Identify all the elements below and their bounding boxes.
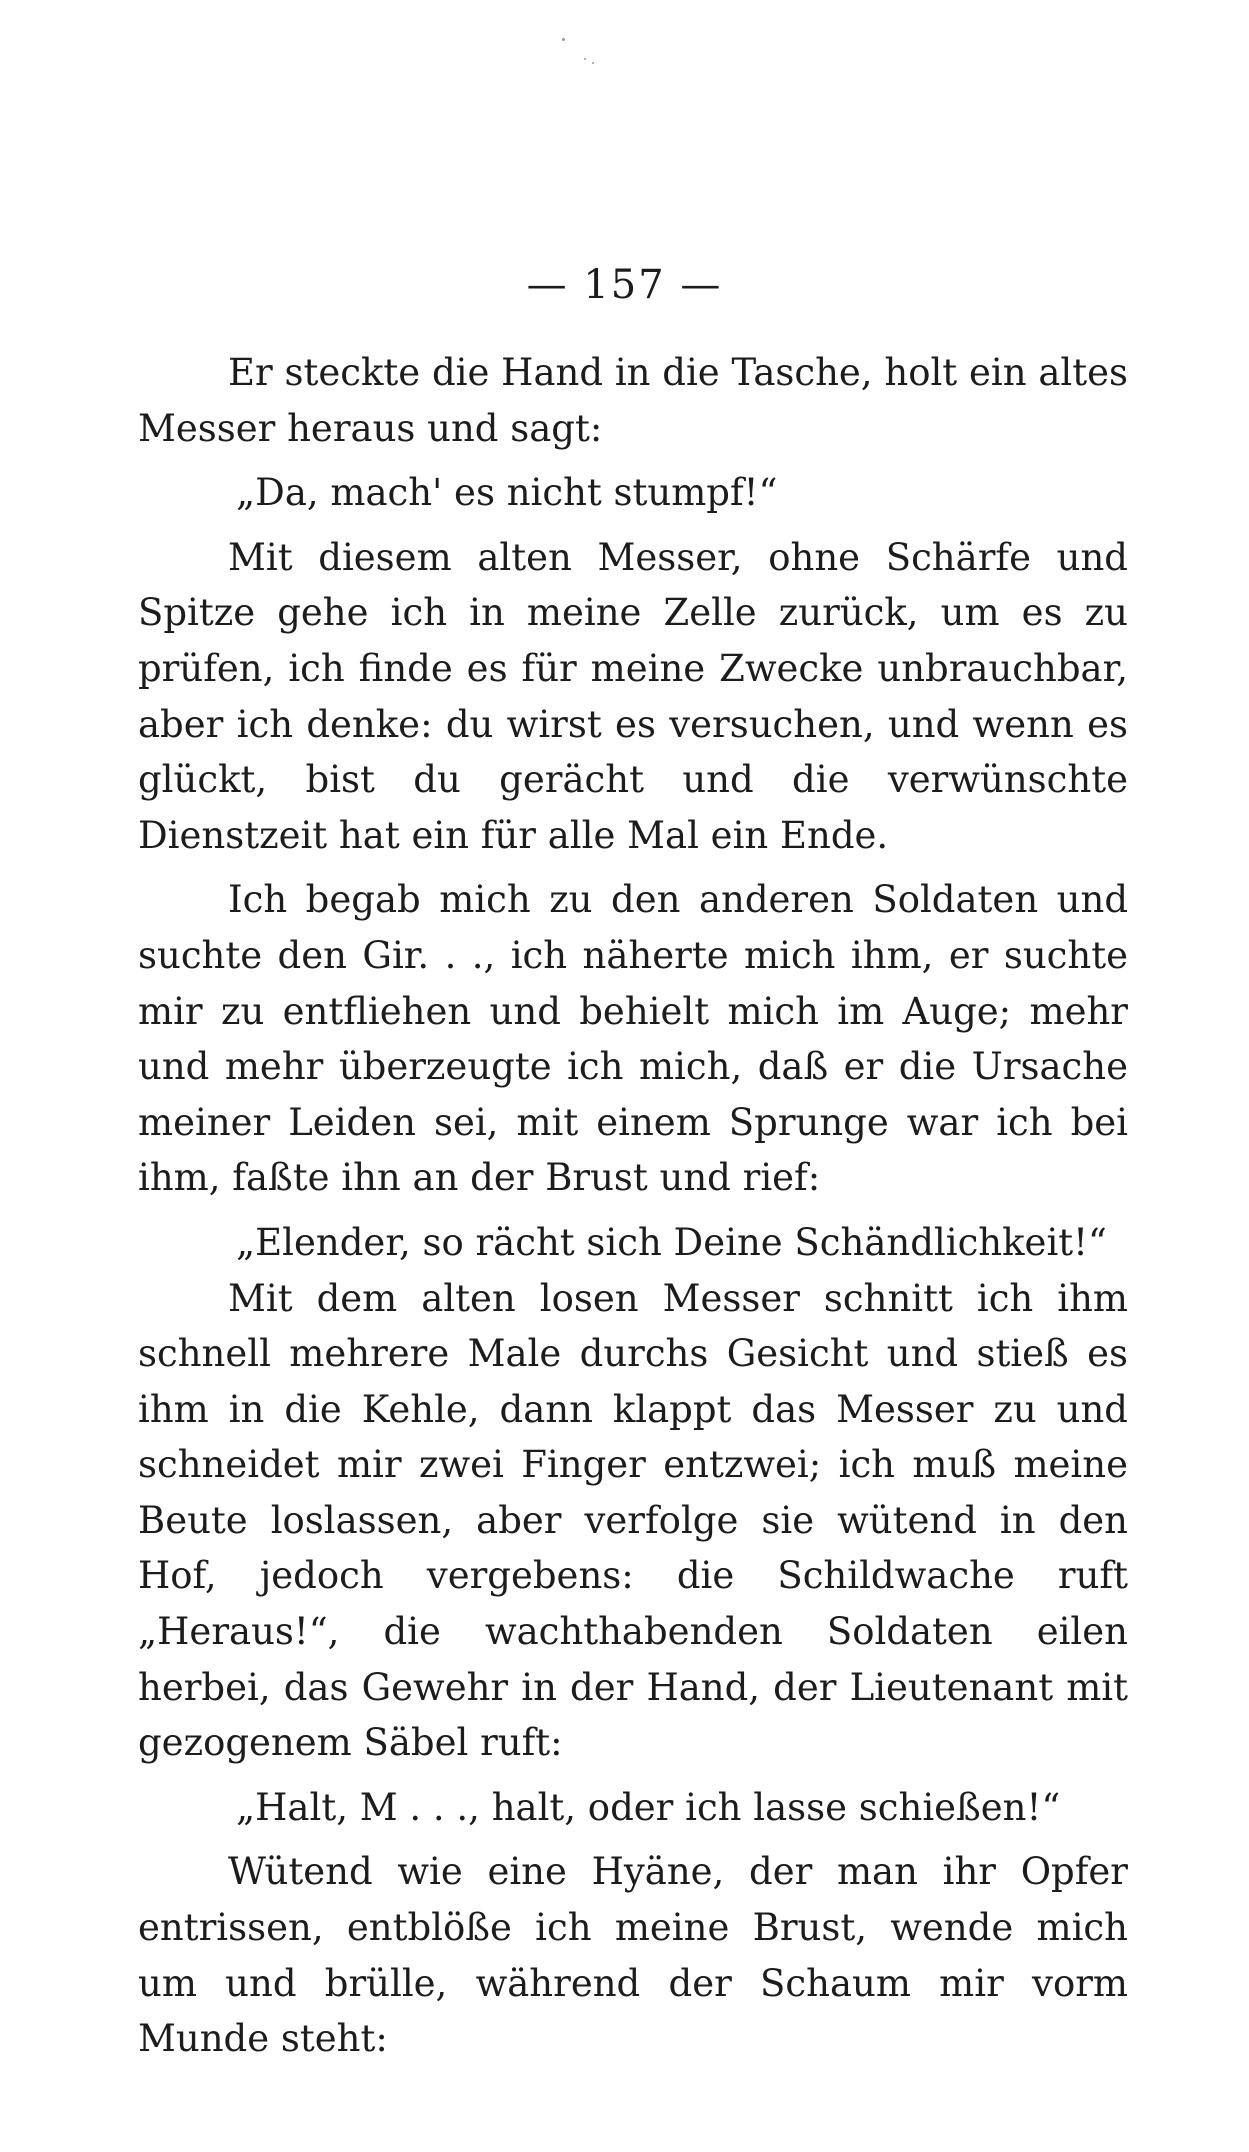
paragraph: Ich begab mich zu den anderen Soldaten und suchte den Gir. . ., ich näherte mich ihm, er suchte mir zu entfliehen und behielt mich im Auge; mehr und mehr überzeugte ich mich, daß er die Ursache meiner Leiden sei, mit einem Sprunge war ich bei ihm, faßte ihn an der Brust und rief: bbox=[138, 878, 1128, 1200]
dialog-line: „Da, mach' es nicht stumpf!“ bbox=[236, 471, 778, 515]
scan-speck bbox=[584, 58, 586, 60]
paragraph: Er steckte die Hand in die Tasche, holt ein altes Messer heraus und sagt: bbox=[138, 351, 1128, 450]
page-number: — 157 — bbox=[526, 262, 723, 308]
paragraph: Wütend wie eine Hyäne, der man ihr Opfer entrissen, entblöße ich meine Brust, wende mich um und brülle, während der Schaum mir vorm Munde steht: bbox=[138, 1850, 1128, 2061]
dialog-line: „Halt, M . . ., halt, oder ich lasse schießen!“ bbox=[236, 1785, 1061, 1829]
paragraph: Mit dem alten losen Messer schnitt ich ihm schnell mehrere Male durchs Gesicht und stieß es ihm in die Kehle, dann klappt das Messer zu und schneidet mir zwei Finger entzwei; ich muß meine Beute loslassen, aber verfolge sie wütend in den Hof, jedoch vergebens: die Schildwache ruft „Heraus!“, die wachthabenden Soldaten eilen herbei, das Gewehr in der Hand, der Lieutenant mit gezogenem Säbel ruft: bbox=[138, 1276, 1128, 1765]
paragraph: Mit diesem alten Messer, ohne Schärfe und Spitze gehe ich in meine Zelle zurück, um es zu prüfen, ich finde es für meine Zwecke unbrauchbar, aber ich denke: du wirst es versuchen, und wenn es glückt, bist du gerächt und die verwünschte Dienstzeit hat ein für alle Mal ein Ende. bbox=[138, 535, 1128, 857]
scan-speck bbox=[592, 62, 594, 64]
dialog-line: „Elender, so rächt sich Deine Schändlichkeit!“ bbox=[236, 1220, 1107, 1264]
scan-speck bbox=[562, 38, 565, 41]
body-text bbox=[138, 345, 1128, 2067]
